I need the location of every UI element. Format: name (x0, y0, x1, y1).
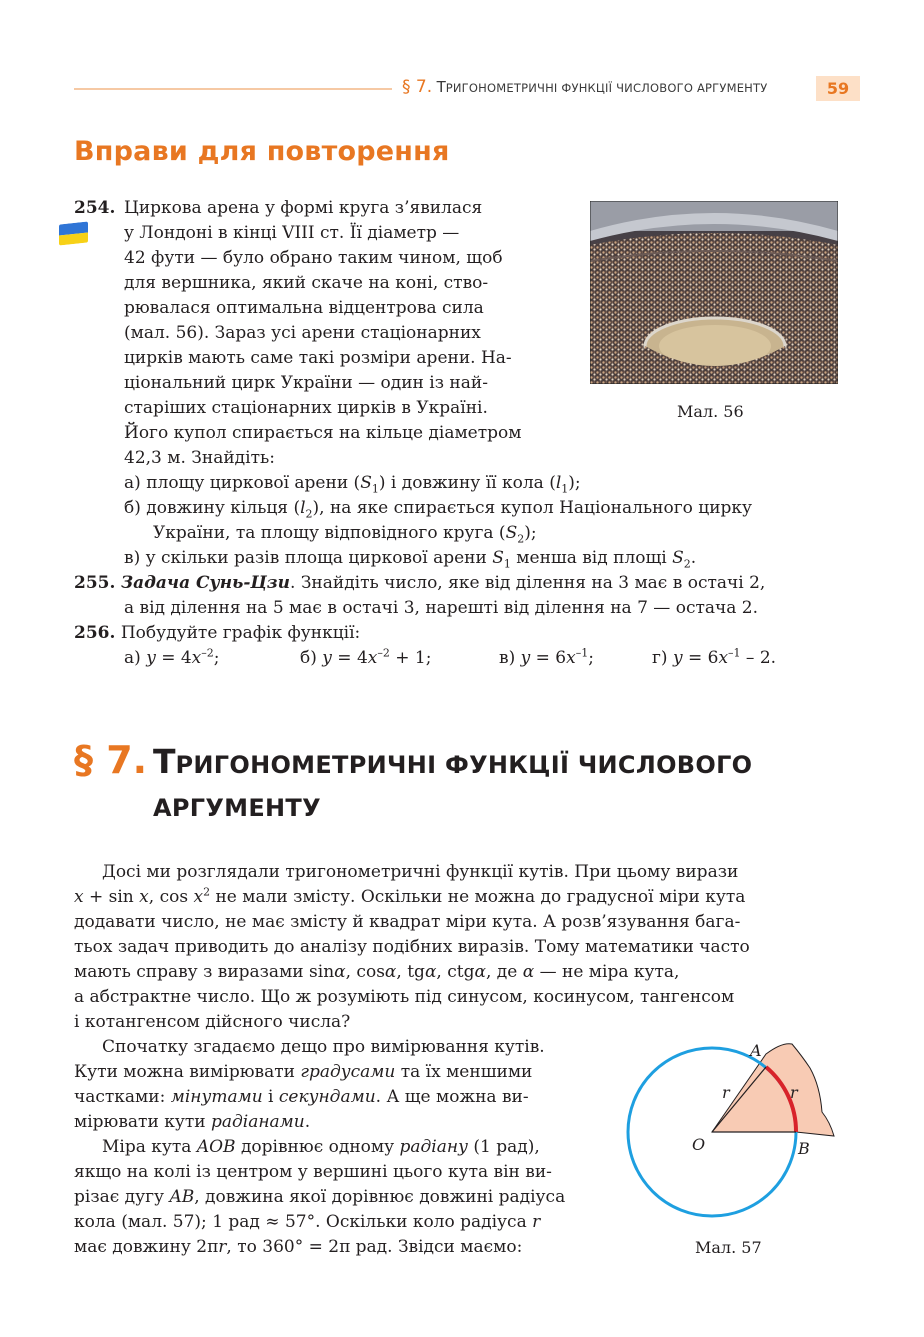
exercise-256-item-b: б) $y = 4x^{-2} + 1$; (300, 646, 432, 668)
body-p3-line-4: кола (мал. 57); 1 рад ≈ 57°. Оскільки коло радіуса r (74, 1212, 541, 1232)
body-p2-line-4: мірювати кути радіанами. (74, 1112, 311, 1132)
exercise-254-item-b-line-2: України, та площу відповідного круга $(S_2)$; (153, 523, 537, 546)
exercise-255-line-2: а від ділення на 5 має в остачі 3, нарешті від ділення на 7 — остача 2. (124, 598, 758, 618)
figure-57-caption: Мал. 57 (695, 1238, 762, 1257)
exercise-254-line-9: старіших стаціонарних цирків в Україні. (124, 398, 488, 418)
ukraine-flag-icon (59, 221, 88, 245)
sector-fill (712, 1044, 834, 1136)
exercise-254-number: 254. (74, 198, 116, 218)
figure-57-radian-diagram (624, 1016, 844, 1232)
figure-56-caption: Мал. 56 (677, 402, 744, 421)
body-p3-line-1: Міра кута AOB дорівнює одному радіану (1 рад), (102, 1137, 540, 1157)
exercise-254-line-5: рювалася оптимальна відцентрова сила (124, 298, 484, 318)
body-p1-line-3: додавати число, не має змісту й квадрат міри кута. А розв’язування бага- (74, 912, 741, 932)
header-rule (74, 88, 392, 90)
exercise-256-item-d: г) $y = 6x^{-1} - 2$. (652, 646, 777, 668)
exercise-254-line-11: 42,3 м. Знайдіть: (124, 448, 275, 468)
paragraph-title-line-2: АРГУМЕНТУ (153, 794, 321, 822)
exercise-254-line-2: у Лондоні в кінці VIII ст. Її діаметр — (124, 223, 460, 243)
exercise-255-line-1: 255. Задача Сунь-Цзи. Знайдіть число, яке від ділення на 3 має в остачі 2, (74, 573, 766, 593)
exercise-256-line-1: 256. Побудуйте графік функції: (74, 623, 361, 643)
running-head-title: РИГОНОМЕТРИЧНІ ФУНКЦІЇ ЧИСЛОВОГО АРГУМЕНТУ (445, 81, 768, 95)
section-heading: Вправи для повторення (74, 136, 450, 167)
running-head (402, 77, 767, 97)
exercise-254-line-10: Його купол спирається на кільце діаметром (124, 423, 522, 443)
paragraph-title-line-1: ТРИГОНОМЕТРИЧНІ ФУНКЦІЇ ЧИСЛОВОГО (153, 742, 753, 781)
exercise-254-line-7: цирків мають саме такі розміри арени. На- (124, 348, 512, 368)
exercise-254-item-b: б) довжину кільця $(l_2)$, на яке спирається купол Національного цирку (124, 498, 753, 521)
body-p1-line-1: Досі ми розглядали тригонометричні функції кутів. При цьому вирази (102, 862, 739, 882)
exercise-254-item-c: в) у скільки разів площа циркової арени $S_1$ менша від площі $S_2$. (124, 548, 697, 571)
label-a: A (750, 1041, 762, 1060)
body-p2-line-2: Кути можна вимірювати градусами та їх меншими (74, 1062, 533, 1082)
body-p2-line-3: частками: мінутами і секундами. А ще можна ви- (74, 1087, 529, 1107)
paragraph-number: § 7. (74, 738, 148, 782)
body-p3-line-5: має довжину 2πr, то 360° = 2π рад. Звідси маємо: (74, 1237, 523, 1257)
exercise-254-item-a: а) площу циркової арени $(S_1)$ і довжину її кола $(l_1)$; (124, 473, 581, 496)
body-p1-line-7: і котангенсом дійсного числа? (74, 1012, 351, 1032)
body-p2-line-1: Спочатку згадаємо дещо про вимірювання кутів. (102, 1037, 545, 1057)
exercise-256-item-a: а) $y = 4x^{-2}$; (124, 646, 220, 668)
running-head-paragraph: § 7. (402, 77, 433, 97)
exercise-254-line-3: 42 фути — було обрано таким чином, щоб (124, 248, 503, 268)
exercise-254-line-1: Циркова арена у формі круга з’явилася (124, 198, 483, 218)
exercise-254-line-4: для вершника, який скаче на коні, ство- (124, 273, 489, 293)
exercise-256-item-c: в) $y = 6x^{-1}$; (499, 646, 594, 668)
label-o: O (692, 1135, 706, 1154)
label-r-2: r (790, 1083, 798, 1102)
label-r-1: r (722, 1083, 730, 1102)
body-p3-line-3: різає дугу AB, довжина якої дорівнює довжині радіуса (74, 1187, 566, 1207)
exercise-254-line-6: (мал. 56). Зараз усі арени стаціонарних (124, 323, 481, 343)
body-p1-line-5: мають справу з виразами sinα, cosα, tgα, ctgα, де α — не міра кута, (74, 962, 680, 982)
exercise-254-line-8: ціональний цирк України — один із най- (124, 373, 488, 393)
body-p3-line-2: якщо на колі із центром у вершині цього кута він ви- (74, 1162, 552, 1182)
circus-arena-photo (590, 201, 838, 384)
page-number: 59 (816, 76, 860, 101)
body-p1-line-6: а абстрактне число. Що ж розуміють під синусом, косинусом, тангенсом (74, 987, 735, 1007)
body-p1-line-2: x + sin x, $\cos x^2$ не мали змісту. Оскільки не можна до градусної міри кута (74, 885, 746, 907)
body-p1-line-4: тьох задач приводить до аналізу подібних виразів. Тому математики часто (74, 937, 750, 957)
label-b: B (798, 1139, 810, 1158)
running-head-initial: Т (436, 78, 446, 96)
